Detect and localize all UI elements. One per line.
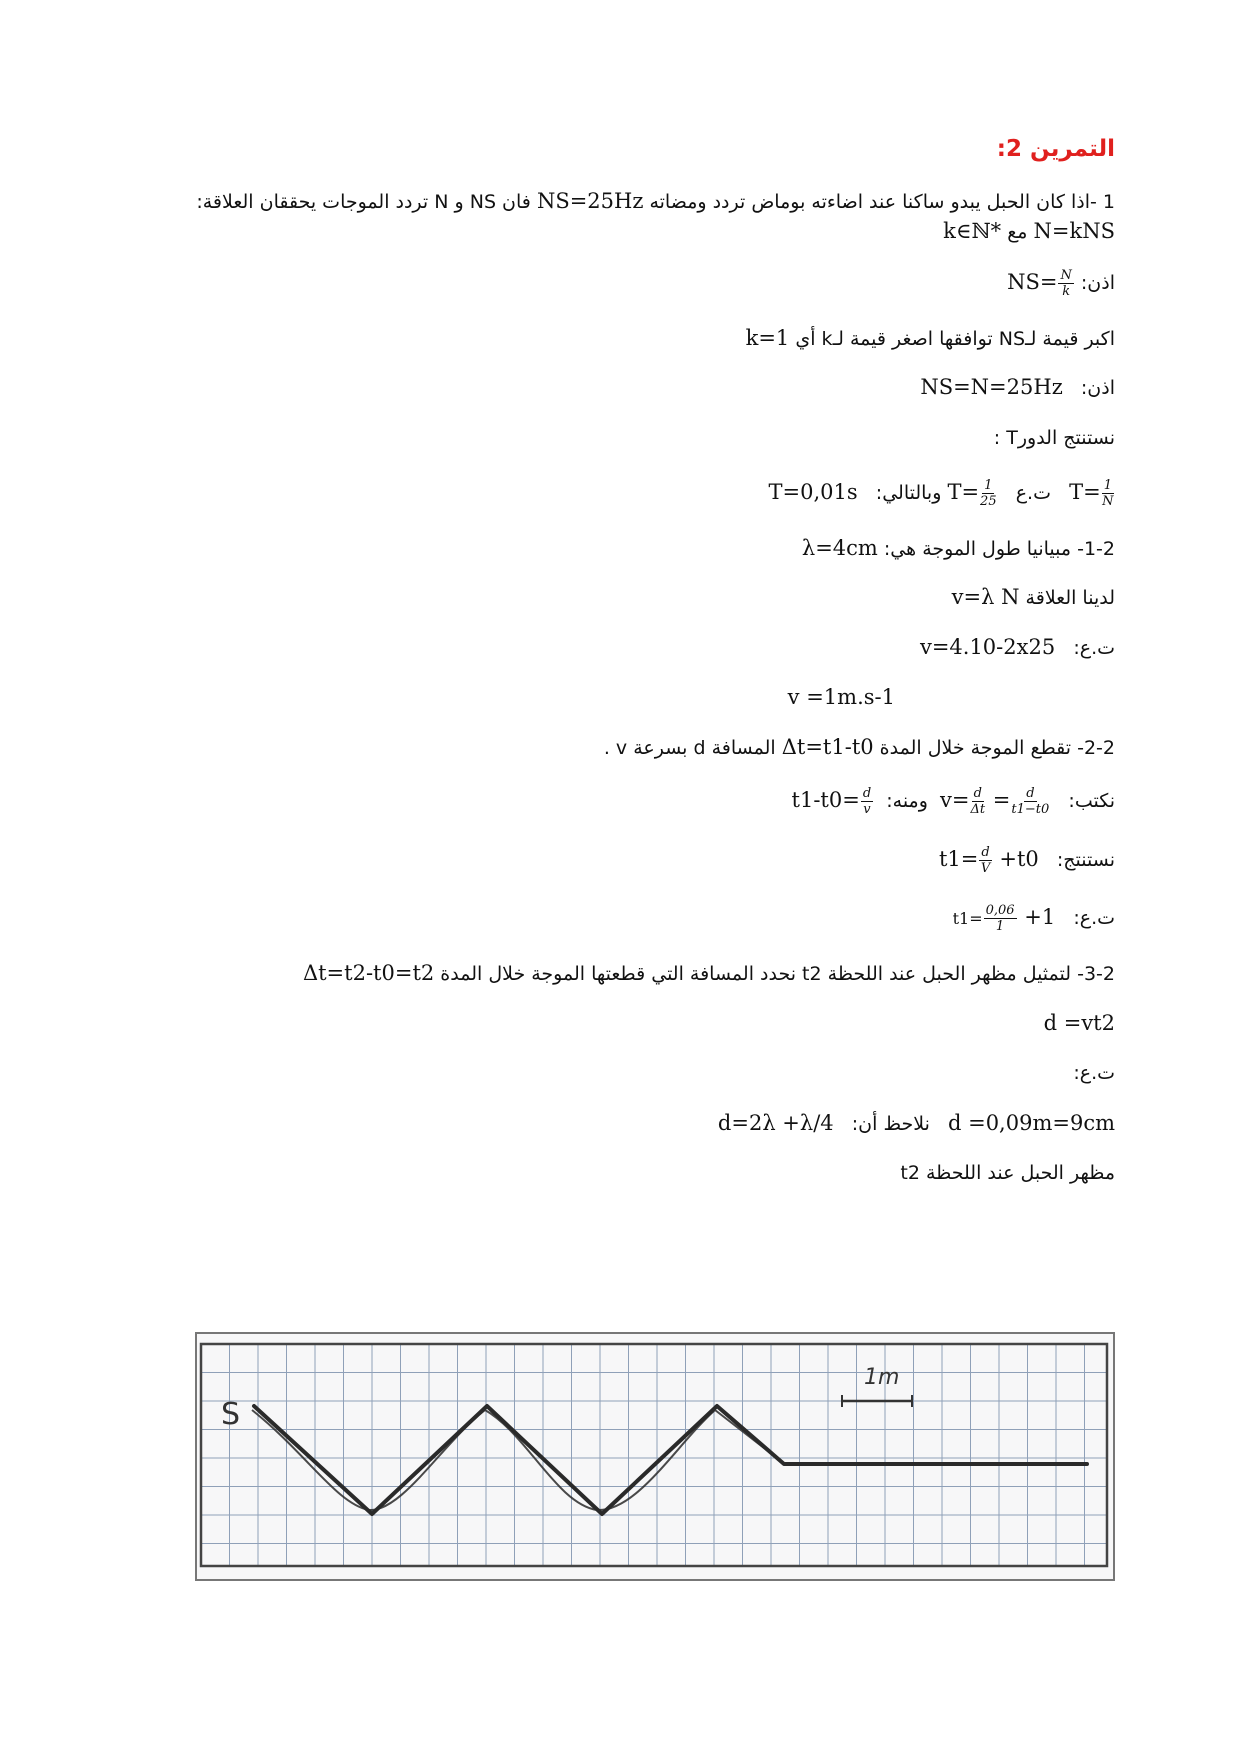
scale-label: 1m [864,1365,900,1390]
numeric1-value: v=4.10-2x25 [919,635,1056,659]
q1-ns-value: NS=25Hz [536,189,644,213]
largest-value: k=1 [745,326,790,350]
q2-2-text: المسافة d بسرعة v . [603,737,776,759]
distance-value: d =vt2 [1043,1011,1115,1035]
result-value: d =0,09m=9cm [947,1111,1115,1135]
rope-figure [195,1332,1115,1581]
numeric2-label: ت.ع: [1073,907,1115,929]
q1-2-value: λ=4cm [801,536,878,560]
write-v: v= [940,788,970,812]
write-d2: d [1026,786,1035,801]
write-frac2 [1011,786,1049,817]
period-den1: N [1102,494,1114,509]
q2-2-prefix: 2-2- تقطع الموجة خلال المدة [879,737,1115,759]
write-hence: ومنه: [886,790,928,812]
hence1-line [1007,268,1115,299]
write-frac1 [970,786,985,817]
period-lhs2: T= [947,480,980,504]
result-line [718,1110,1115,1137]
graph-paper-grid [201,1344,1107,1566]
write-d1: d [973,786,982,801]
numeric2-rest: +1 [1024,905,1056,929]
result-note: نلاحظ أن: [851,1113,930,1135]
deduce-t1-rest: +t0 [999,847,1039,871]
relation-formula: N=kNS [1033,219,1115,243]
write-frac3 [861,786,873,817]
hence1-num: N [1060,268,1072,283]
relation-line [943,218,1115,245]
write-d3: d [862,786,872,801]
shape-caption: مظهر الحبل عند اللحظة t2 [900,1162,1115,1184]
period-therefore: وبالتالي: [875,482,942,504]
rope-wave-trace [252,1410,782,1510]
period-formula2 [947,478,997,509]
hence1-label: اذن: [1080,272,1115,294]
deduce-t1-label: نستنتج: [1056,849,1115,871]
write-label: نكتب: [1068,790,1115,812]
deduce-t1-frac [979,845,991,876]
numeric3-line [1073,1060,1115,1086]
relation-set: k∈ℕ* [943,219,1002,243]
q1-text2: فان NS و N تردد الموجات يحققان العلاقة: [196,191,531,213]
deduce-period-line [994,425,1115,451]
period-lhs1: T= [1069,480,1101,504]
period-formula1 [1069,478,1115,509]
period-num2: 1 [984,478,993,493]
numeric2-line [953,903,1115,934]
relation-with: مع [1007,221,1028,243]
q3-2-line [303,960,1115,987]
period-result: T=0,01s [768,480,858,504]
hence1-den: k [1062,284,1071,299]
q1-number: 1 [1102,191,1115,213]
q1-2-prefix: 1-2- مبيانيا طول الموجة هي: [883,538,1115,560]
write-t1t0-lhs: t1-t0= [791,788,860,812]
hence2-label: اذن: [1080,377,1115,399]
rope-wave [254,1406,1087,1514]
period-frac2 [980,478,997,509]
q2-2-line [604,734,1115,761]
numeric3-label: ت.ع: [1073,1062,1115,1084]
deduce-period: نستنتج الدورT : [993,427,1115,449]
deduce-t1-line [939,845,1115,876]
period-te: ت.ع [1015,482,1051,504]
period-den2: 25 [980,494,997,509]
deduce-t1-formula [938,845,1039,876]
exercise-title [997,136,1115,163]
deduce-t1-num: d [981,845,990,860]
largest-line [746,325,1115,352]
hence1-fraction [1058,268,1073,299]
relation2-label: لدينا العلاقة [1025,587,1115,609]
write-eq: = [992,788,1011,812]
q2-2-interval: Δt=t1-t0 [781,735,874,759]
write-formula [940,786,1050,817]
largest-text: اكبر قيمة لـNS توافقها اصغر قيمة لـk أي [795,328,1115,350]
q1-2-line [802,535,1115,562]
numeric1-label: ت.ع: [1073,637,1115,659]
numeric2-num: 0,06 [985,903,1015,918]
numeric2-formula [952,903,1056,934]
q1-line [196,188,1115,215]
distance-line [1044,1010,1115,1037]
relation2-formula: v=λ N [951,585,1020,609]
hence2-value: NS=N=25Hz [920,375,1063,399]
title-text: التمرين 2: [996,136,1115,162]
period-line [769,478,1115,509]
numeric2-frac [984,903,1017,934]
shape-caption-line [900,1160,1115,1186]
result-formula: d=2λ +λ/4 [717,1111,834,1135]
q1-text: -اذا كان الحبل يبدو ساكنا عند اضاءته بوماض تردد ومضاته [649,191,1097,213]
hence1-lhs: NS= [1007,270,1058,294]
q3-2-interval: Δt=t2-t0=t2 [302,961,435,985]
numeric1-line [920,634,1115,661]
write-v2: v [863,802,871,817]
velocity-value: v =1m.s-1 [787,685,895,709]
numeric2-lhs: t1= [952,909,983,928]
numeric2-den: 1 [995,919,1005,934]
write-result [791,786,875,817]
relation2-line [952,584,1115,611]
hence2-line [920,374,1115,401]
rope-figure-svg [197,1334,1113,1579]
inner-frame [201,1344,1107,1566]
period-frac1 [1102,478,1114,509]
source-label: S [221,1397,241,1432]
deduce-t1-den: V [980,861,991,876]
period-num1: 1 [1103,478,1112,493]
write-dt: Δt [970,802,986,817]
hence1-formula [1007,268,1075,299]
write-t1t0: t1−t0 [1011,802,1050,817]
deduce-t1-lhs: t1= [938,847,979,871]
write-line [792,786,1115,817]
q3-2-text: 3-2- لتمثيل مظهر الحبل عند اللحظة t2 نحدد المسافة التي قطعتها الموجة خلال المدة [440,963,1115,985]
velocity-line [788,684,895,711]
